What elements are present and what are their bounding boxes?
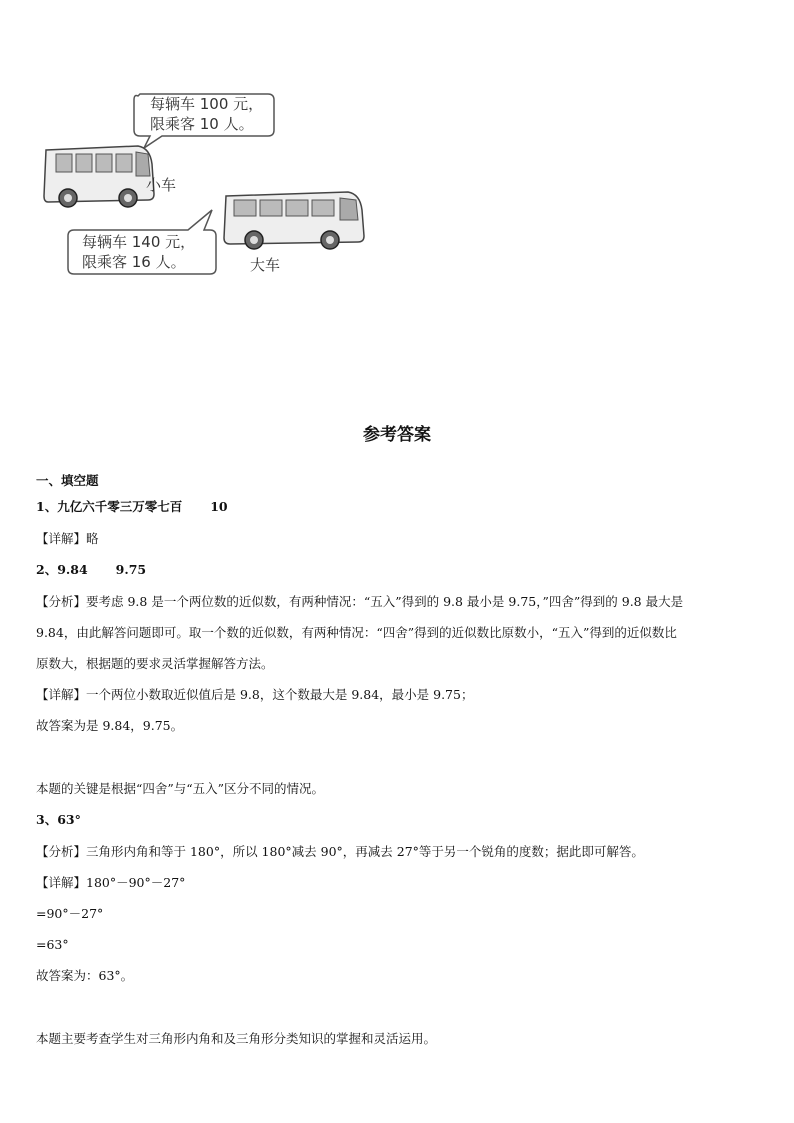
small-bubble-line2: 限乘客 10 人。 xyxy=(150,115,254,133)
big-bubble-line1: 每辆车 140 元， xyxy=(82,233,196,251)
q3-detail: 【详解】180°－90°－27° xyxy=(36,875,186,890)
q3-step2: =63° xyxy=(36,937,69,952)
q2-answer: 故答案为是 9.84，9.75。 xyxy=(36,718,184,733)
q2-answer-b: 9.75 xyxy=(115,562,147,577)
big-car-label: 大车 xyxy=(250,256,281,274)
q2-analysis-line2: 9.84，由此解答问题即可。取一个数的近似数，有两种情况：“四舍”得到的近似数比原数小，“五入”得到的近似数比 xyxy=(36,625,677,640)
answer-title: 参考答案 xyxy=(363,425,431,445)
q2-line xyxy=(36,561,146,579)
small-bus-icon xyxy=(44,146,154,207)
q2-answer-a: 2、9.84 xyxy=(36,562,88,577)
q2-detail: 【详解】一个两位小数取近似值后是 9.8，这个数最大是 9.84，最小是 9.75； xyxy=(36,687,474,702)
bus-illustration xyxy=(38,84,368,284)
big-bubble-line2: 限乘客 16 人。 xyxy=(82,253,186,271)
section-heading: 一、填空题 xyxy=(36,473,99,488)
q1-detail: 【详解】略 xyxy=(36,531,99,546)
q1-answer: 10 xyxy=(210,499,228,514)
big-bus-icon xyxy=(224,192,364,249)
big-bus-bubble xyxy=(74,232,203,272)
small-car-label: 小车 xyxy=(146,176,177,194)
q2-analysis-line3: 原数大，根据题的要求灵活掌握解答方法。 xyxy=(36,656,274,671)
q3-note: 本题主要考查学生对三角形内角和及三角形分类知识的掌握和灵活运用。 xyxy=(36,1031,437,1046)
q2-analysis-line1: 【分析】要考虑 9.8 是一个两位数的近似数，有两种情况：“五入”得到的 9.8 最小是 9.75，”四舍”得到的 9.8 最大是 xyxy=(36,594,684,609)
q3-analysis: 【分析】三角形内角和等于 180°，所以 180°减去 90°，再减去 27°等于另一个锐角的度数；据此即可解答。 xyxy=(36,844,644,859)
q2-note: 本题的关键是根据“四舍”与“五入”区分不同的情况。 xyxy=(36,781,325,796)
q3-line: 3、63° xyxy=(36,812,81,827)
small-bus-bubble xyxy=(142,94,271,134)
small-bubble-line1: 每辆车 100 元， xyxy=(150,95,264,113)
q1-label: 1、九亿六千零三万零七百 xyxy=(36,499,183,514)
q3-step1: =90°－27° xyxy=(36,906,104,921)
q1-line xyxy=(36,498,228,516)
q3-answer: 故答案为：63°。 xyxy=(36,968,134,983)
